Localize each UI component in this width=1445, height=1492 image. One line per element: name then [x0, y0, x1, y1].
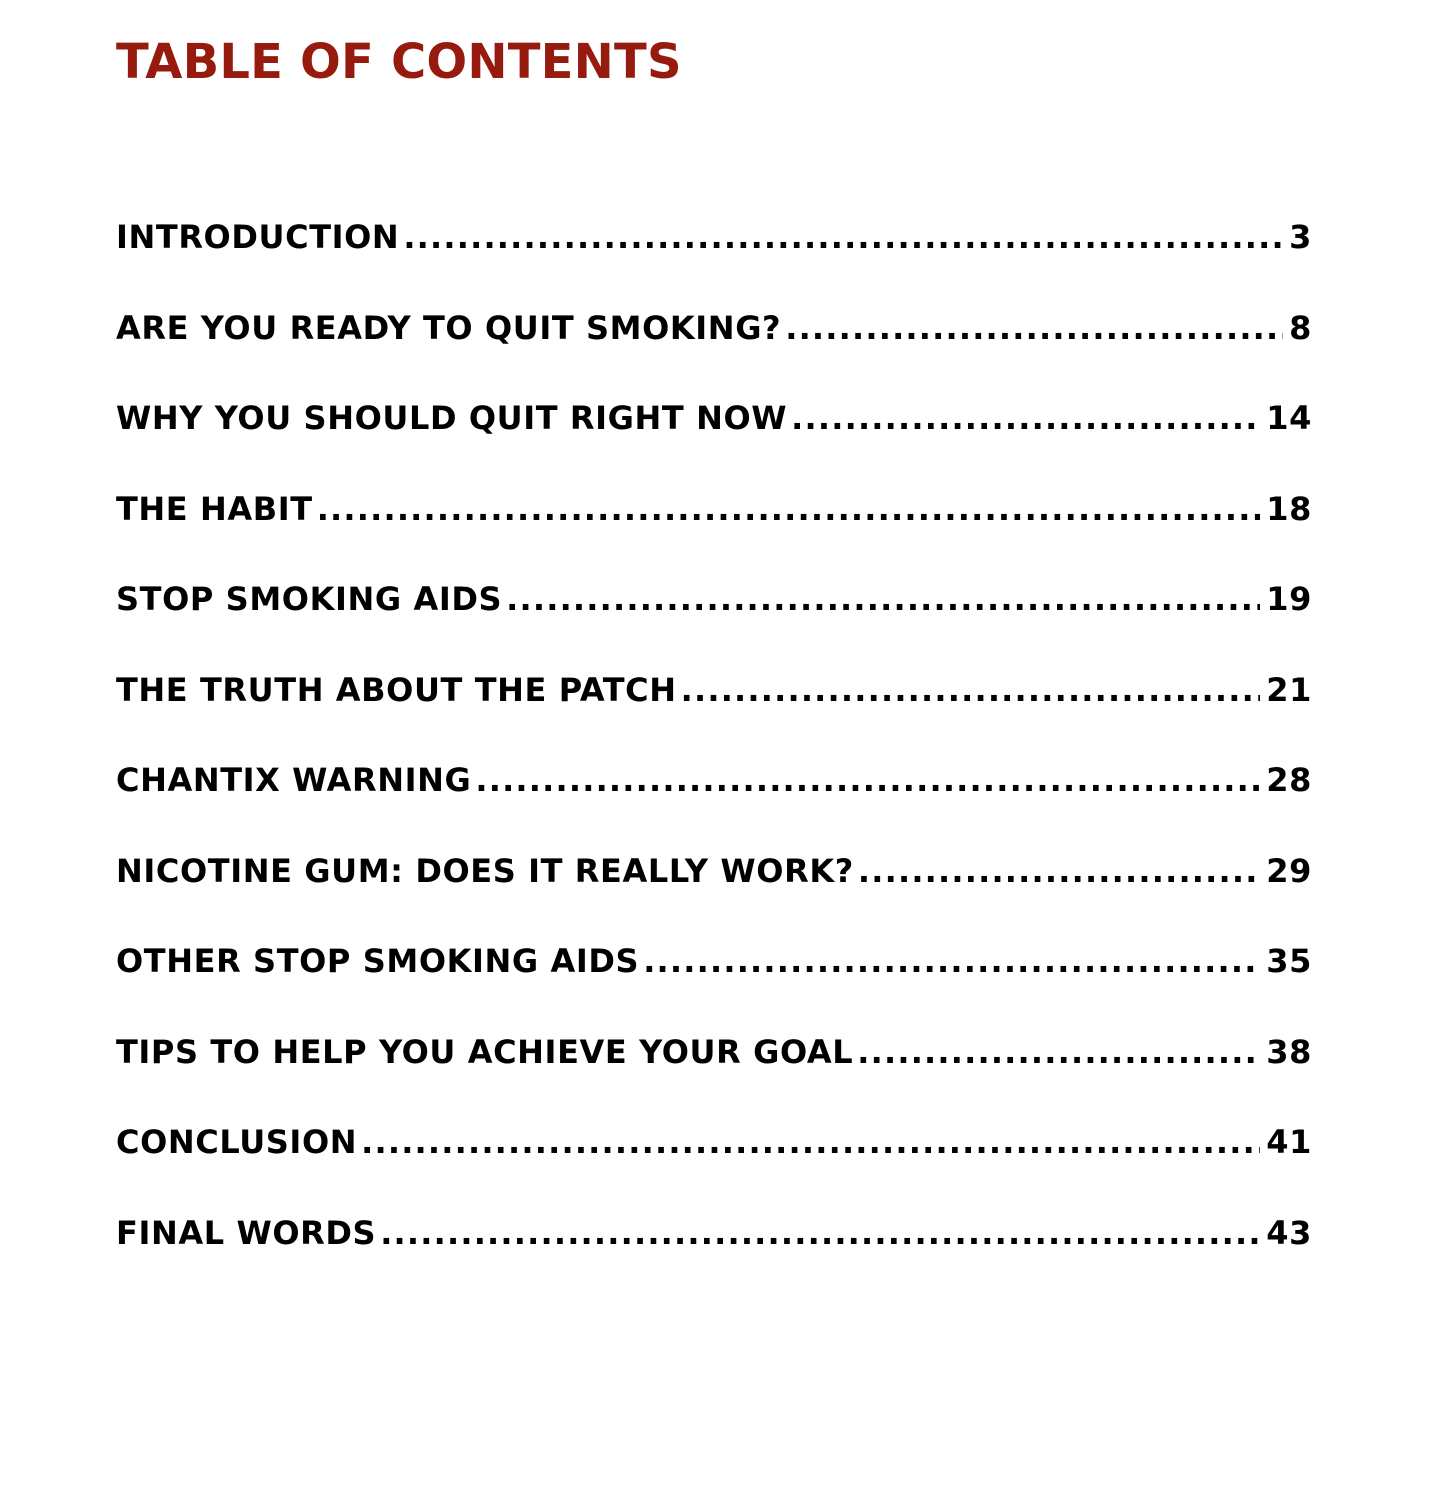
toc-entry[interactable] [116, 936, 1312, 1027]
toc-entry-page-number: 38 [1266, 1032, 1312, 1071]
toc-entry[interactable] [116, 303, 1312, 394]
dot-leader [643, 936, 1260, 986]
dot-leader [681, 665, 1261, 715]
toc-entry-page-number: 29 [1266, 851, 1312, 890]
table-of-contents [116, 212, 1312, 1298]
page-title: TABLE OF CONTENTS [116, 34, 682, 90]
toc-entry[interactable] [116, 665, 1312, 756]
dot-leader [380, 1208, 1260, 1258]
toc-entry[interactable] [116, 846, 1312, 937]
toc-entry[interactable] [116, 1208, 1312, 1299]
dot-leader [403, 212, 1283, 262]
toc-entry-page-number: 43 [1266, 1213, 1312, 1252]
toc-entry-label: INTRODUCTION [116, 218, 400, 256]
toc-entry-page-number: 3 [1289, 218, 1312, 256]
toc-entry-label: TIPS TO HELP YOU ACHIEVE YOUR GOAL [116, 1032, 854, 1071]
toc-entry-page-number: 35 [1266, 942, 1312, 980]
toc-entry-label: WHY YOU SHOULD QUIT RIGHT NOW [116, 399, 788, 437]
toc-entry-page-number: 8 [1289, 308, 1312, 347]
dot-leader [475, 755, 1260, 805]
toc-entry-label: NICOTINE GUM: DOES IT REALLY WORK? [116, 851, 854, 890]
toc-entry[interactable] [116, 393, 1312, 484]
toc-entry-page-number: 18 [1266, 489, 1312, 528]
toc-entry-page-number: 21 [1266, 670, 1312, 709]
toc-entry-page-number: 41 [1266, 1123, 1312, 1161]
toc-entry-page-number: 28 [1266, 761, 1312, 799]
dot-leader [791, 393, 1260, 443]
dot-leader [857, 1027, 1260, 1077]
toc-entry[interactable] [116, 212, 1312, 303]
toc-entry-label: CHANTIX WARNING [116, 761, 472, 799]
toc-entry[interactable] [116, 755, 1312, 846]
toc-entry-label: ARE YOU READY TO QUIT SMOKING? [116, 308, 782, 347]
dot-leader [317, 484, 1261, 534]
toc-entry-label: THE HABIT [116, 489, 313, 528]
toc-entry[interactable] [116, 484, 1312, 575]
toc-entry-label: CONCLUSION [116, 1123, 358, 1161]
dot-leader [785, 303, 1283, 353]
toc-entry[interactable] [116, 574, 1312, 665]
dot-leader [506, 574, 1260, 624]
dot-leader [361, 1117, 1260, 1167]
dot-leader [858, 846, 1260, 896]
toc-entry-page-number: 14 [1266, 399, 1312, 437]
toc-entry-label: STOP SMOKING AIDS [116, 580, 503, 618]
toc-entry-label: FINAL WORDS [116, 1213, 377, 1252]
toc-entry[interactable] [116, 1027, 1312, 1118]
toc-entry-label: OTHER STOP SMOKING AIDS [116, 942, 640, 980]
toc-entry-label: THE TRUTH ABOUT THE PATCH [116, 670, 677, 709]
toc-entry[interactable] [116, 1117, 1312, 1208]
toc-entry-page-number: 19 [1266, 580, 1312, 618]
